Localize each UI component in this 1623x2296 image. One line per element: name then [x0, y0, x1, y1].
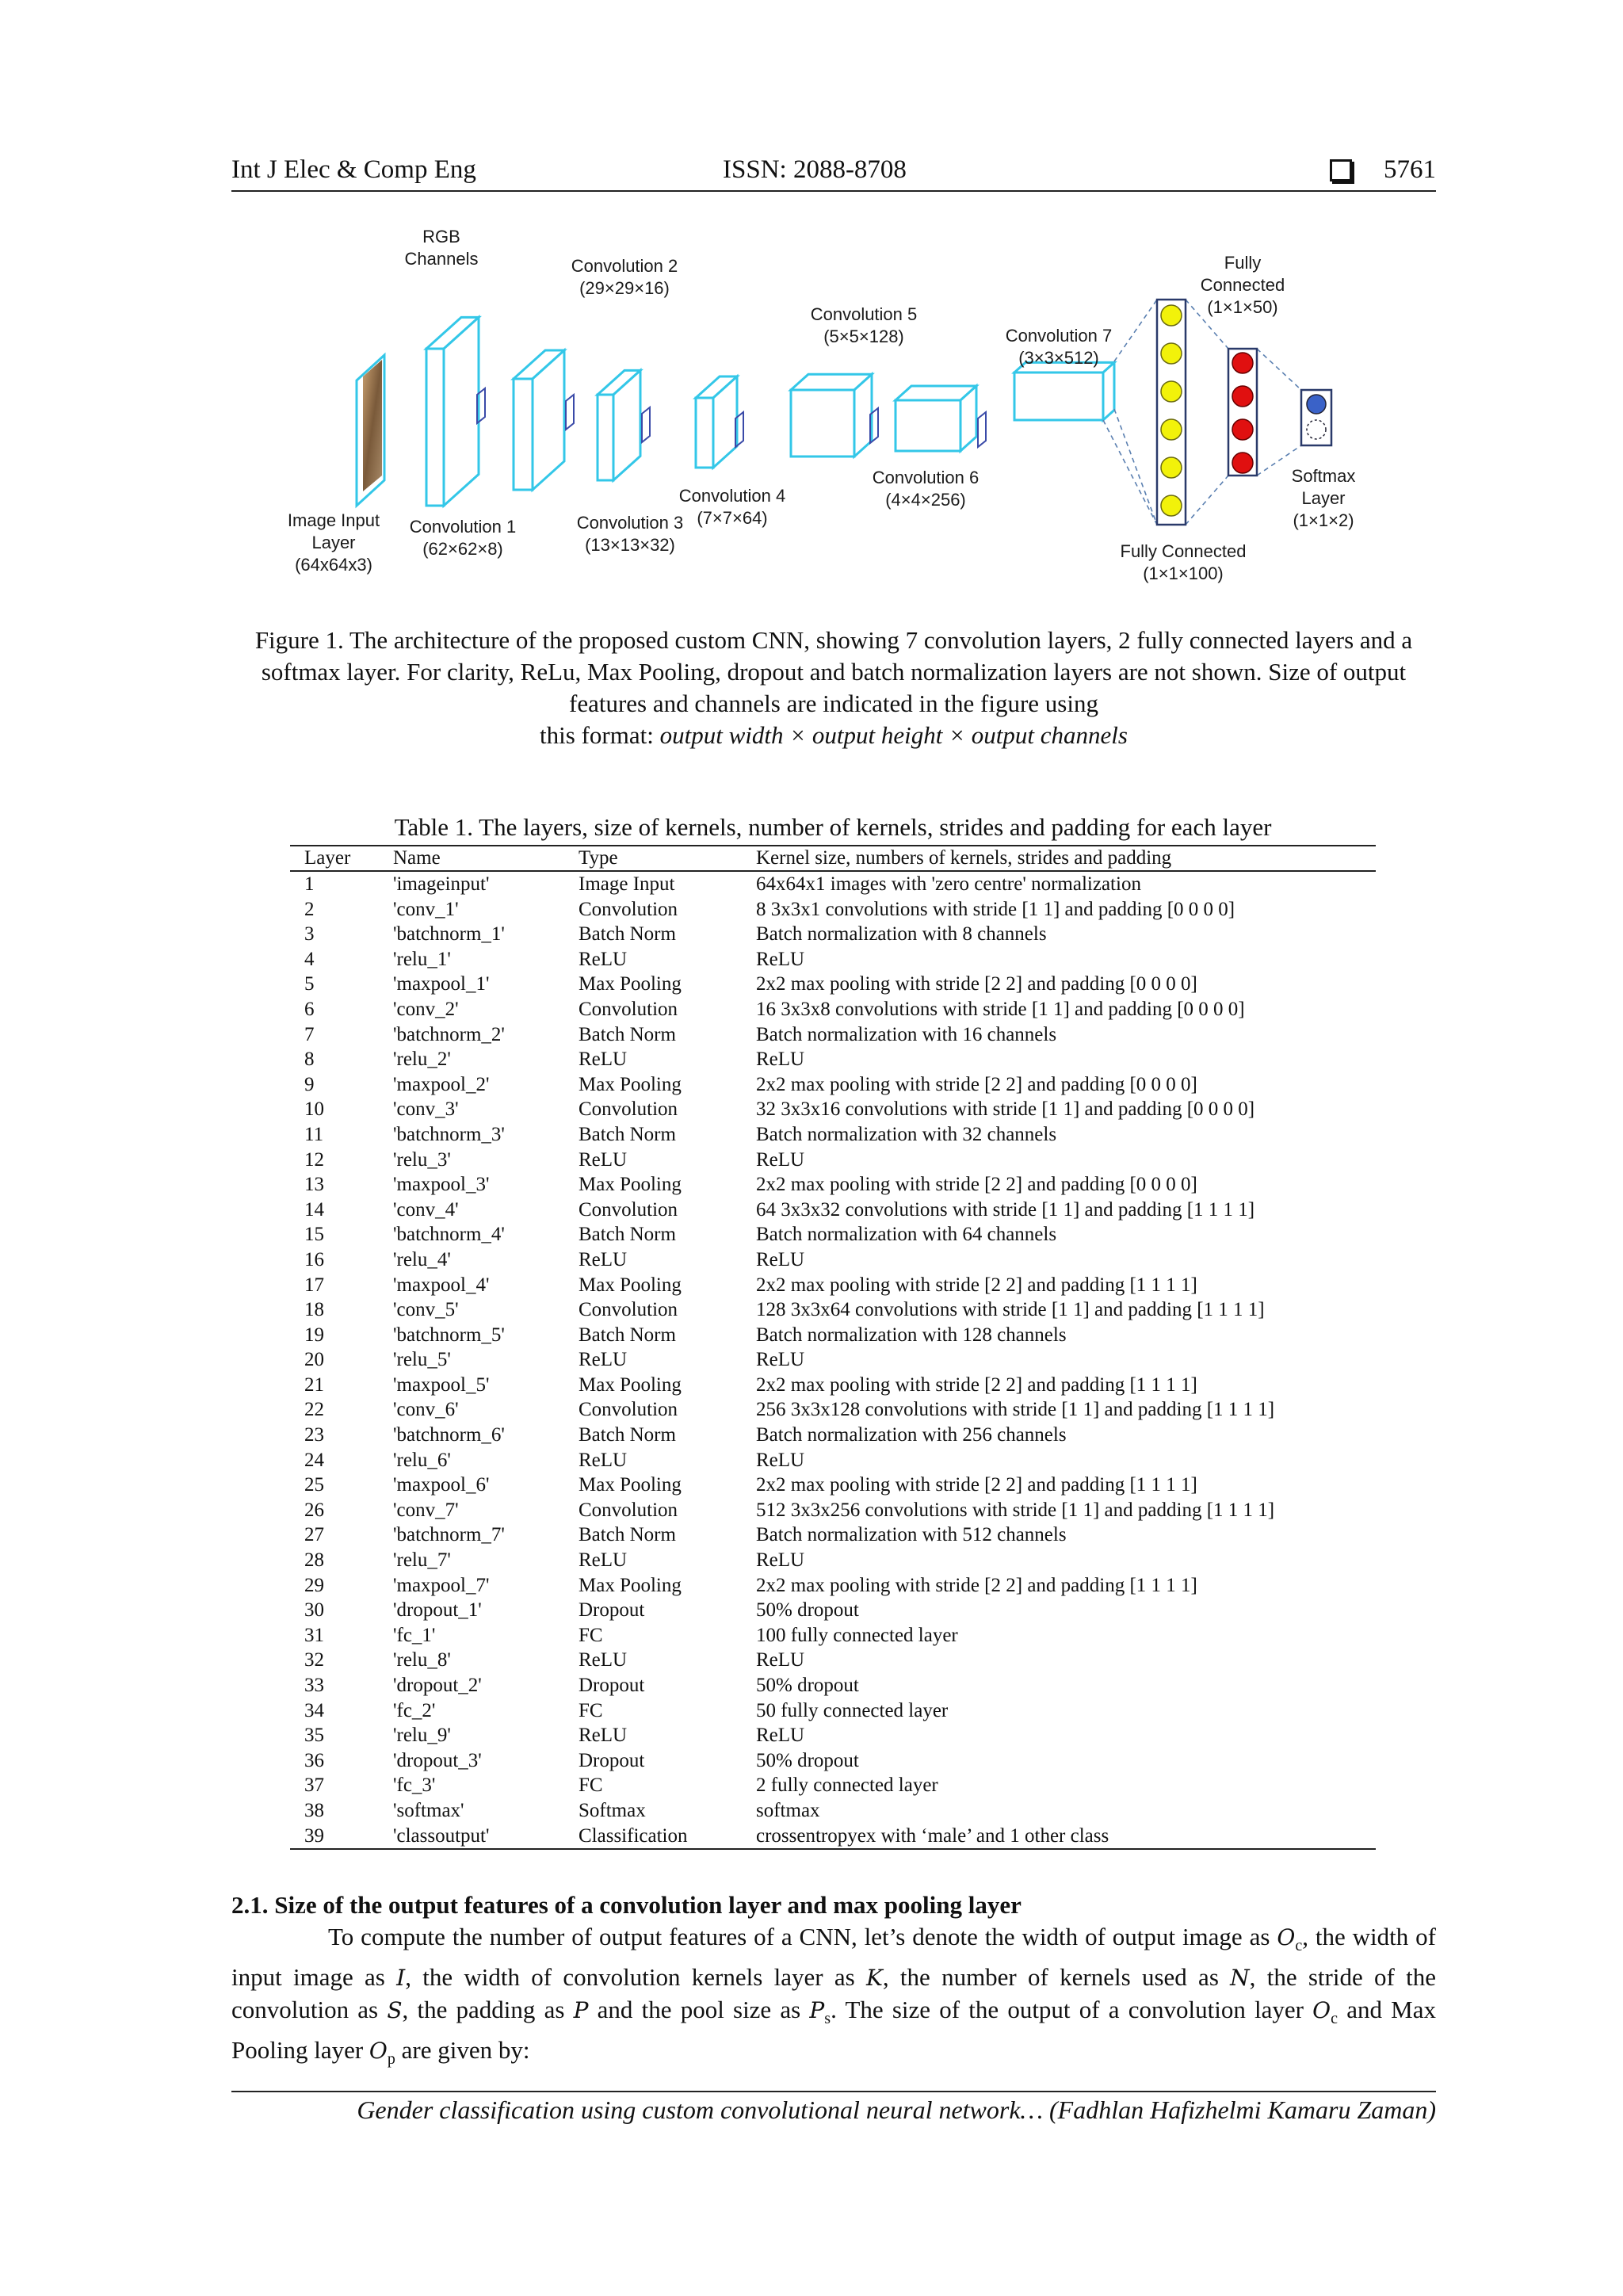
table-row — [290, 1172, 1376, 1198]
softmax-label: Softmax Layer (1×1×2) — [1291, 466, 1356, 530]
cell-name: 'conv_2' — [393, 998, 459, 1020]
cell-type: Convolution — [579, 1299, 678, 1321]
cell-name: 'batchnorm_4' — [393, 1224, 505, 1246]
cell-layer: 14 — [304, 1198, 324, 1221]
cell-layer: 6 — [304, 998, 315, 1020]
cell-layer: 29 — [304, 1574, 324, 1596]
header-name: Name — [393, 846, 579, 871]
cell-name: 'maxpool_1' — [393, 973, 490, 995]
cell-name: 'conv_4' — [393, 1198, 459, 1221]
conv2-block — [514, 350, 564, 490]
cell-name: 'relu_9' — [393, 1725, 451, 1747]
cell-name: 'conv_1' — [393, 898, 459, 920]
cell-layer: 39 — [290, 1824, 393, 1850]
table-row — [290, 1623, 1376, 1648]
cell-name: 'maxpool_6' — [393, 1474, 490, 1496]
cell-kernel: 512 3x3x256 convolutions with stride [1 1] and padding [1 1 1 1] — [756, 1499, 1275, 1521]
cell-layer: 34 — [304, 1699, 324, 1721]
cell-kernel: ReLU — [756, 1148, 805, 1171]
cell-layer: 22 — [304, 1399, 324, 1421]
softmax-node-empty — [1307, 420, 1326, 439]
section-paragraph: To compute the number of output features of a CNN, let’s denote the width of output image as $O_c$, the width of input image as I, the width of convolution kernels layer as K, the number of kernels used as N, the stride of the convolution as S, the padding as P and the pool size as $P_s$. The size of the output of a convolution layer $O_c$ and Max Pooling layer $O_p$ are given by: — [231, 1923, 1437, 2069]
layers-table-block — [290, 812, 1376, 1850]
cell-kernel: Batch normalization with 128 channels — [756, 1324, 1067, 1346]
cell-kernel: 2 fully connected layer — [756, 1775, 938, 1797]
cell-kernel: 50% dropout — [756, 1599, 859, 1622]
table-row — [290, 1548, 1376, 1573]
page-number: 5761 — [1384, 155, 1436, 184]
table-row — [290, 1273, 1376, 1298]
table-row — [290, 1723, 1376, 1748]
cell-name: 'fc_1' — [393, 1624, 436, 1646]
cell-type: Max Pooling — [579, 1274, 682, 1296]
cell-kernel: ReLU — [756, 1349, 805, 1371]
cell-name: 'relu_7' — [393, 1549, 451, 1572]
table-row — [290, 1198, 1376, 1223]
cell-layer: 36 — [304, 1749, 324, 1771]
conv6-label: Convolution 6 (4×4×256) — [872, 468, 980, 510]
table-row — [290, 1097, 1376, 1122]
table-row — [290, 1522, 1376, 1548]
cell-name: 'classoutput' — [393, 1824, 579, 1850]
cell-name: 'conv_6' — [393, 1399, 459, 1421]
table-row — [290, 871, 1376, 897]
input-label: Image Input Layer (64x64x3) — [287, 510, 380, 575]
cell-name: 'conv_3' — [393, 1098, 459, 1121]
table-row — [290, 1347, 1376, 1373]
conv7-label: Convolution 7 (3×3×512) — [1005, 326, 1113, 368]
cell-kernel: ReLU — [756, 948, 805, 970]
fc2-node — [1232, 353, 1253, 373]
table-row — [290, 1423, 1376, 1448]
journal-name: Int J Elec & Comp Eng — [231, 155, 476, 184]
conv1-label: Convolution 1 (62×62×8) — [409, 517, 517, 559]
cell-kernel: 50% dropout — [756, 1675, 859, 1696]
cell-name: 'dropout_1' — [393, 1599, 482, 1622]
cell-kernel: 32 3x3x16 convolutions with stride [1 1] and padding [0 0 0 0] — [756, 1098, 1255, 1121]
cell-kernel: ReLU — [756, 1049, 805, 1071]
image-input-layer — [357, 355, 384, 506]
table-row — [290, 1047, 1376, 1072]
cell-type: Max Pooling — [579, 1574, 682, 1596]
table-row — [290, 1748, 1376, 1774]
caption-format-italic: output width × output height × output channels — [659, 721, 1128, 749]
square-bullet-icon — [1330, 159, 1352, 181]
header-kernel: Kernel size, numbers of kernels, strides and padding — [756, 846, 1376, 871]
cell-type: Batch Norm — [579, 1324, 676, 1346]
connection-line — [1257, 349, 1301, 390]
cell-layer: 9 — [304, 1073, 315, 1095]
cell-kernel: crossentropyex with ‘male’ and 1 other class — [756, 1824, 1376, 1850]
fc2-node — [1232, 419, 1253, 440]
cell-kernel: Batch normalization with 64 channels — [756, 1224, 1057, 1246]
caption-format-prefix: this format: — [540, 721, 654, 749]
cell-layer: 3 — [304, 923, 315, 946]
cell-kernel: 64x64x1 images with 'zero centre' normalization — [756, 873, 1141, 895]
cell-kernel: 16 3x3x8 convolutions with stride [1 1] and padding [0 0 0 0] — [756, 998, 1245, 1020]
cell-type: Max Pooling — [579, 1474, 682, 1496]
cell-type: Max Pooling — [579, 1073, 682, 1095]
conv1-block — [426, 317, 479, 506]
cell-type: Classification — [579, 1824, 756, 1850]
cell-layer: 25 — [304, 1474, 324, 1496]
table-row — [290, 1297, 1376, 1323]
cell-kernel: ReLU — [756, 1449, 805, 1471]
cell-type: Softmax — [579, 1799, 646, 1821]
cell-type: Max Pooling — [579, 1174, 682, 1196]
connection-line — [1114, 409, 1157, 525]
table-row — [290, 972, 1376, 997]
cell-name: 'fc_2' — [393, 1699, 436, 1721]
cell-type: Max Pooling — [579, 1373, 682, 1396]
cell-type: Convolution — [579, 1399, 678, 1421]
cell-type: Batch Norm — [579, 1224, 676, 1246]
cell-layer: 17 — [304, 1274, 324, 1296]
cell-layer: 19 — [304, 1324, 324, 1346]
fc1-label: Fully Connected (1×1×100) — [1120, 541, 1247, 583]
cell-type: Max Pooling — [579, 973, 682, 995]
cell-kernel: Batch normalization with 256 channels — [756, 1424, 1067, 1446]
conv4-label: Convolution 4 (7×7×64) — [678, 486, 786, 528]
cell-name: 'relu_3' — [393, 1148, 451, 1171]
table-row — [290, 1673, 1376, 1698]
table-row — [290, 1473, 1376, 1498]
cell-type: Dropout — [579, 1675, 645, 1696]
cell-type: Batch Norm — [579, 923, 676, 946]
cell-name: 'conv_7' — [393, 1499, 459, 1521]
cell-type: ReLU — [579, 1449, 628, 1471]
cell-layer: 23 — [304, 1424, 324, 1446]
cell-name: 'dropout_3' — [393, 1749, 482, 1771]
cell-name: 'softmax' — [393, 1799, 464, 1821]
cell-type: ReLU — [579, 1549, 628, 1572]
page-footer: Gender classification using custom convolutional neural network… (Fadhlan Hafizhelmi Kamaru Zaman) — [231, 2091, 1436, 2125]
cell-type: Convolution — [579, 998, 678, 1020]
cell-layer: 33 — [304, 1675, 324, 1696]
cell-type: ReLU — [579, 1725, 628, 1747]
connection-line — [1114, 300, 1157, 361]
cnn-architecture-figure — [277, 214, 1387, 602]
cell-type: Dropout — [579, 1749, 645, 1771]
cell-layer: 10 — [304, 1098, 324, 1121]
cell-name: 'dropout_2' — [393, 1675, 482, 1696]
cell-name: 'batchnorm_7' — [393, 1524, 505, 1546]
table-row — [290, 922, 1376, 947]
cell-type: Convolution — [579, 1499, 678, 1521]
table-row — [290, 1498, 1376, 1523]
cell-type: FC — [579, 1775, 603, 1797]
cell-type: Dropout — [579, 1599, 645, 1622]
cell-kernel: Batch normalization with 512 channels — [756, 1524, 1067, 1546]
cell-type: FC — [579, 1699, 603, 1721]
table-row — [290, 1122, 1376, 1148]
cell-type: Batch Norm — [579, 1424, 676, 1446]
kernel-marker — [642, 407, 650, 442]
cell-type: ReLU — [579, 948, 628, 970]
cell-type: Batch Norm — [579, 1123, 676, 1145]
fc1-node — [1161, 381, 1182, 402]
cell-layer: 20 — [304, 1349, 324, 1371]
table-row — [290, 897, 1376, 923]
cell-type: ReLU — [579, 1349, 628, 1371]
cell-type: Convolution — [579, 898, 678, 920]
cell-kernel: 2x2 max pooling with stride [2 2] and padding [0 0 0 0] — [756, 973, 1197, 995]
table-row — [290, 1598, 1376, 1623]
cell-kernel: 256 3x3x128 convolutions with stride [1 1] and padding [1 1 1 1] — [756, 1399, 1275, 1421]
cell-layer: 21 — [304, 1373, 324, 1396]
connection-line — [1103, 420, 1157, 525]
cell-kernel: 8 3x3x1 convolutions with stride [1 1] and padding [0 0 0 0] — [756, 898, 1235, 920]
cell-type: Batch Norm — [579, 1524, 676, 1546]
cell-layer: 32 — [304, 1649, 324, 1671]
figure-caption — [231, 625, 1436, 751]
caption-text: Figure 1. The architecture of the proposed custom CNN, showing 7 convolution layers, 2 fully connected layers and a softmax layer. For clarity, ReLu, Max Pooling, dropout and batch normalization layers are not shown. Size of output features and channels are indicated in the figure using — [254, 626, 1413, 717]
cell-kernel: softmax — [756, 1799, 820, 1821]
cell-layer: 5 — [304, 973, 315, 995]
cell-kernel: ReLU — [756, 1725, 805, 1747]
cell-type: ReLU — [579, 1248, 628, 1270]
fc2-node — [1232, 386, 1253, 407]
cell-layer: 13 — [304, 1174, 324, 1196]
cell-kernel: 64 3x3x32 convolutions with stride [1 1] and padding [1 1 1 1] — [756, 1198, 1255, 1221]
cell-name: 'conv_5' — [393, 1299, 459, 1321]
cell-kernel: 100 fully connected layer — [756, 1624, 958, 1646]
cell-kernel: Batch normalization with 8 channels — [756, 923, 1047, 946]
cell-name: 'relu_6' — [393, 1449, 451, 1471]
fc1-node — [1161, 495, 1182, 516]
cell-type: ReLU — [579, 1148, 628, 1171]
table-row — [290, 1222, 1376, 1247]
conv3-label: Convolution 3 (13×13×32) — [576, 513, 684, 555]
cell-kernel: 2x2 max pooling with stride [2 2] and padding [1 1 1 1] — [756, 1474, 1197, 1496]
cell-kernel: ReLU — [756, 1549, 805, 1572]
table-row — [290, 1397, 1376, 1423]
table-row — [290, 1698, 1376, 1724]
cell-kernel: 50% dropout — [756, 1749, 859, 1771]
cell-name: 'maxpool_3' — [393, 1174, 490, 1196]
issn: ISSN: 2088-8708 — [723, 155, 907, 184]
table-title: Table 1. The layers, size of kernels, number of kernels, strides and padding for each layer — [394, 813, 1272, 841]
table-row — [290, 1648, 1376, 1673]
cell-kernel: 2x2 max pooling with stride [2 2] and padding [1 1 1 1] — [756, 1574, 1197, 1596]
cell-name: 'imageinput' — [393, 873, 490, 895]
cell-layer: 1 — [304, 873, 315, 895]
cell-layer: 30 — [304, 1599, 324, 1622]
cell-layer: 31 — [304, 1624, 324, 1646]
section-heading: 2.1. Size of the output features of a convolution layer and max pooling layer — [231, 1891, 1022, 1919]
cell-kernel: 2x2 max pooling with stride [2 2] and padding [0 0 0 0] — [756, 1174, 1197, 1196]
cell-name: 'relu_4' — [393, 1248, 451, 1270]
table-row — [290, 997, 1376, 1022]
conv3-block — [598, 370, 640, 480]
table-row — [290, 1148, 1376, 1173]
cell-kernel: Batch normalization with 32 channels — [756, 1123, 1057, 1145]
conv7-block — [1014, 362, 1114, 420]
cnn-diagram — [277, 214, 1387, 602]
fc2-node — [1232, 453, 1253, 473]
cell-name: 'batchnorm_3' — [393, 1123, 505, 1145]
softmax-node — [1307, 395, 1326, 414]
cell-name: 'relu_2' — [393, 1049, 451, 1071]
table-row — [290, 1323, 1376, 1348]
table-row — [290, 1573, 1376, 1599]
cell-layer: 26 — [304, 1499, 324, 1521]
rgb-label: RGB Channels — [404, 227, 479, 269]
cell-layer: 27 — [304, 1524, 324, 1546]
cell-kernel: ReLU — [756, 1649, 805, 1671]
cell-kernel: 2x2 max pooling with stride [2 2] and padding [1 1 1 1] — [756, 1373, 1197, 1396]
cell-name: 'relu_5' — [393, 1349, 451, 1371]
table-row — [290, 1022, 1376, 1048]
layers-table — [290, 845, 1376, 1850]
cell-type: FC — [579, 1624, 603, 1646]
fc1-node — [1161, 305, 1182, 326]
cell-layer: 15 — [304, 1224, 324, 1246]
fc1-node — [1161, 343, 1182, 364]
cell-name: 'batchnorm_2' — [393, 1023, 505, 1045]
cell-name: 'maxpool_7' — [393, 1574, 490, 1596]
cell-name: 'batchnorm_1' — [393, 923, 505, 946]
cell-kernel: 128 3x3x64 convolutions with stride [1 1] and padding [1 1 1 1] — [756, 1299, 1265, 1321]
cell-name: 'relu_8' — [393, 1649, 451, 1671]
table-header-row — [290, 846, 1376, 871]
cell-layer: 11 — [304, 1123, 324, 1145]
fc1-node — [1161, 419, 1182, 440]
table-row — [290, 1373, 1376, 1398]
cell-layer: 12 — [304, 1148, 324, 1171]
page-header — [231, 155, 1436, 192]
table-row — [290, 1824, 1376, 1850]
cell-layer: 37 — [304, 1775, 324, 1797]
section-2-1 — [231, 1889, 1436, 2076]
cell-layer: 24 — [304, 1449, 324, 1471]
cell-layer: 8 — [304, 1049, 315, 1071]
table-row — [290, 1247, 1376, 1273]
cell-kernel: 2x2 max pooling with stride [2 2] and padding [1 1 1 1] — [756, 1274, 1197, 1296]
cell-layer: 2 — [304, 898, 315, 920]
header-layer: Layer — [290, 846, 393, 871]
cell-layer: 7 — [304, 1023, 315, 1045]
fc2-label: Fully Connected (1×1×50) — [1200, 253, 1285, 317]
cell-layer: 18 — [304, 1299, 324, 1321]
cell-name: 'relu_1' — [393, 948, 451, 970]
conv5-label: Convolution 5 (5×5×128) — [810, 304, 918, 346]
cell-kernel: Batch normalization with 16 channels — [756, 1023, 1057, 1045]
kernel-marker — [566, 395, 574, 430]
table-row — [290, 1072, 1376, 1098]
cell-layer: 35 — [304, 1725, 324, 1747]
conv4-block — [696, 376, 737, 468]
fc1-node — [1161, 457, 1182, 478]
table-row — [290, 947, 1376, 972]
cell-name: 'maxpool_4' — [393, 1274, 490, 1296]
cell-name: 'maxpool_2' — [393, 1073, 490, 1095]
cell-layer: 4 — [304, 948, 315, 970]
cell-layer: 16 — [304, 1248, 324, 1270]
connection-line — [1186, 476, 1228, 525]
cell-name: 'maxpool_5' — [393, 1373, 490, 1396]
kernel-marker — [978, 412, 986, 447]
conv5-block — [791, 374, 872, 457]
table-row — [290, 1448, 1376, 1473]
cell-type: Convolution — [579, 1098, 678, 1121]
cell-type: Batch Norm — [579, 1023, 676, 1045]
header-type: Type — [579, 846, 756, 871]
cell-kernel: 50 fully connected layer — [756, 1699, 949, 1721]
cell-name: 'batchnorm_5' — [393, 1324, 505, 1346]
conv2-label: Convolution 2 (29×29×16) — [571, 256, 678, 298]
cell-layer: 28 — [304, 1549, 324, 1572]
cell-type: ReLU — [579, 1649, 628, 1671]
cell-kernel: 2x2 max pooling with stride [2 2] and padding [0 0 0 0] — [756, 1073, 1197, 1095]
cell-name: 'batchnorm_6' — [393, 1424, 505, 1446]
cell-type: Image Input — [579, 873, 675, 895]
cell-layer: 38 — [304, 1799, 324, 1821]
cell-type: Convolution — [579, 1198, 678, 1221]
table-row — [290, 1798, 1376, 1824]
cell-kernel: ReLU — [756, 1248, 805, 1270]
table-row — [290, 1773, 1376, 1798]
cell-name: 'fc_3' — [393, 1775, 436, 1797]
conv6-block — [896, 386, 976, 451]
fc1-column — [1157, 300, 1186, 525]
cell-type: ReLU — [579, 1049, 628, 1071]
